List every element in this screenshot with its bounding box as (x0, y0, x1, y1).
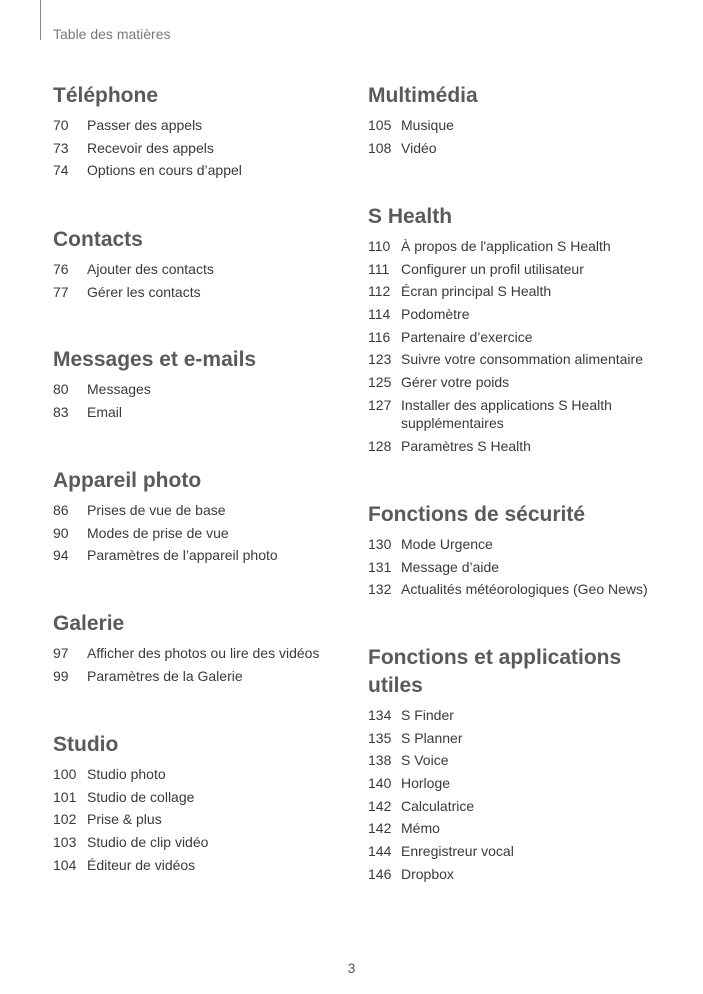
entry-page: 142 (368, 797, 392, 814)
entry-page: 111 (368, 260, 390, 277)
toc-entry[interactable] (368, 116, 678, 134)
entry-page: 104 (53, 856, 77, 873)
entry-page: 100 (53, 766, 77, 782)
toc-entry[interactable] (368, 350, 678, 368)
entry-page: 112 (368, 283, 391, 300)
entry-label: Email (87, 403, 123, 420)
entry-label: Mode Urgence (401, 536, 493, 552)
entry-label: Enregistreur vocal (401, 843, 514, 860)
section-title: S Health (368, 205, 453, 228)
entry-label: Options en cours d’appel (87, 162, 242, 179)
toc-entry[interactable] (368, 305, 678, 323)
entry-page: 76 (53, 261, 69, 277)
entry-label: Configurer un profil utilisateur (401, 260, 584, 277)
toc-entry[interactable] (53, 524, 363, 542)
toc-entry[interactable] (368, 819, 678, 837)
entry-label: Partenaire d’exercice (401, 328, 533, 345)
entry-page: 116 (368, 328, 391, 345)
toc-entry[interactable] (53, 546, 363, 564)
toc-entry[interactable] (368, 328, 678, 346)
entry-page: 114 (368, 306, 391, 323)
toc-entry[interactable] (53, 788, 363, 806)
entry-label: S Finder (401, 707, 454, 723)
entry-page: 140 (368, 775, 392, 792)
entry-page: 97 (53, 645, 69, 661)
toc-section-appareil-photo (53, 467, 363, 569)
entry-page: 127 (368, 396, 392, 413)
section-title: Appareil photo (53, 469, 202, 492)
toc-entry[interactable] (53, 161, 363, 179)
toc-entry[interactable] (53, 810, 363, 828)
entry-page: 110 (368, 238, 391, 254)
toc-entry[interactable] (53, 260, 363, 278)
entry-page: 131 (368, 558, 392, 575)
toc-entry[interactable] (53, 116, 363, 134)
entry-label: Modes de prise de vue (87, 524, 229, 541)
entry-page: 135 (368, 729, 392, 746)
section-title: Contacts (53, 228, 143, 251)
entry-label: Mémo (401, 820, 440, 837)
entry-label: Musique (401, 117, 454, 133)
entry-label: Calculatrice (401, 797, 475, 814)
entry-page: 99 (53, 667, 69, 684)
entry-label: Installer des applications S Health supplémentaires (401, 396, 612, 431)
toc-entry[interactable] (368, 260, 678, 278)
toc-entry[interactable] (368, 865, 678, 883)
toc-entry[interactable] (368, 774, 678, 792)
section-title: Galerie (53, 612, 125, 635)
entry-label: Afficher des photos ou lire des vidéos (87, 645, 320, 661)
toc-section-telephone (53, 82, 363, 184)
entry-label: Horloge (401, 775, 451, 792)
entry-page: 138 (368, 752, 392, 769)
toc-entry[interactable] (53, 139, 363, 157)
toc-section-fonctions-utiles (368, 644, 678, 888)
entry-label: Actualités météorologiques (Geo News) (401, 581, 648, 598)
page-number: 3 (347, 960, 356, 976)
toc-section-securite (368, 501, 678, 603)
entry-page: 132 (368, 581, 392, 598)
entry-page: 90 (53, 524, 69, 541)
entry-label: Paramètres de la Galerie (87, 667, 243, 684)
entry-label: Studio de collage (87, 788, 195, 805)
entry-page: 134 (368, 707, 392, 723)
toc-entry[interactable] (368, 751, 678, 769)
entry-label: Studio de clip vidéo (87, 834, 209, 851)
toc-entry[interactable] (53, 501, 363, 519)
entry-page: 73 (53, 139, 69, 156)
section-title: Fonctions de sécurité (368, 503, 586, 526)
entry-page: 101 (53, 788, 77, 805)
entry-label: Vidéo (401, 139, 437, 156)
entry-page: 128 (368, 437, 392, 454)
entry-label: Podomètre (401, 306, 470, 323)
toc-entry[interactable] (368, 396, 678, 432)
entry-label: Éditeur de vidéos (87, 856, 196, 873)
entry-page: 80 (53, 381, 69, 397)
toc-entry[interactable] (53, 667, 363, 685)
entry-page: 83 (53, 403, 69, 420)
entry-label: Dropbox (401, 865, 454, 882)
entry-label: Studio photo (87, 766, 166, 782)
entry-label: S Planner (401, 729, 463, 746)
entry-label: Suivre votre consommation alimentaire (401, 351, 643, 368)
entry-page: 74 (53, 162, 69, 179)
toc-entry[interactable] (53, 833, 363, 851)
toc-section-s-health (368, 203, 678, 459)
toc-entry[interactable] (368, 139, 678, 157)
toc-section-studio (53, 731, 363, 878)
entry-label: S Voice (401, 752, 449, 769)
entry-page: 102 (53, 811, 77, 828)
entry-label: Gérer les contacts (87, 283, 201, 300)
entry-label: À propos de l'application S Health (401, 238, 611, 254)
header-rule (40, 0, 41, 40)
entry-label: Messages (87, 381, 151, 397)
entry-page: 70 (53, 117, 69, 133)
entry-label: Paramètres de l’appareil photo (87, 547, 278, 564)
entry-page: 123 (368, 351, 392, 368)
section-title: Téléphone (53, 84, 159, 107)
toc-entry[interactable] (53, 403, 363, 421)
entry-page: 94 (53, 547, 69, 564)
entry-page: 77 (53, 283, 69, 300)
entry-label: Prises de vue de base (87, 502, 226, 518)
toc-entry[interactable] (368, 580, 678, 598)
toc-section-contacts (53, 226, 363, 305)
entry-label: Message d’aide (401, 558, 500, 575)
toc-entry[interactable] (53, 856, 363, 874)
toc-entry[interactable] (368, 282, 678, 300)
section-title: Fonctions et applications utiles (368, 646, 622, 697)
toc-entry[interactable] (368, 558, 678, 576)
entry-label: Ajouter des contacts (87, 261, 214, 277)
toc-entry[interactable] (368, 535, 678, 553)
entry-page: 130 (368, 536, 392, 552)
toc-section-galerie (53, 610, 363, 689)
entry-page: 105 (368, 117, 392, 133)
entry-page: 142 (368, 820, 392, 837)
entry-page: 125 (368, 374, 392, 391)
entry-label: Passer des appels (87, 117, 203, 133)
entry-page: 103 (53, 834, 77, 851)
section-title: Multimédia (368, 84, 478, 107)
entry-page: 86 (53, 502, 69, 518)
entry-page: 144 (368, 843, 392, 860)
entry-label: Prise & plus (87, 811, 162, 828)
page-header-title: Table des matières (53, 26, 171, 42)
toc-entry[interactable] (368, 437, 678, 455)
entry-page: 146 (368, 865, 392, 882)
entry-label: Recevoir des appels (87, 139, 214, 156)
entry-label: Gérer votre poids (401, 374, 510, 391)
toc-section-messages (53, 346, 363, 425)
toc-section-multimedia (368, 82, 678, 161)
toc-entry[interactable] (368, 237, 678, 255)
toc-entry[interactable] (53, 765, 363, 783)
toc-entry[interactable] (53, 283, 363, 301)
toc-entry[interactable] (368, 373, 678, 391)
toc-entry[interactable] (368, 842, 678, 860)
entry-label: Écran principal S Health (401, 283, 552, 300)
entry-page: 108 (368, 139, 392, 156)
toc-entry[interactable] (368, 706, 678, 724)
toc-entry[interactable] (53, 644, 363, 662)
toc-entry[interactable] (53, 380, 363, 398)
toc-entry[interactable] (368, 797, 678, 815)
entry-label: Paramètres S Health (401, 437, 531, 454)
section-title: Studio (53, 733, 119, 756)
section-title: Messages et e-mails (53, 348, 257, 371)
toc-entry[interactable] (368, 729, 678, 747)
